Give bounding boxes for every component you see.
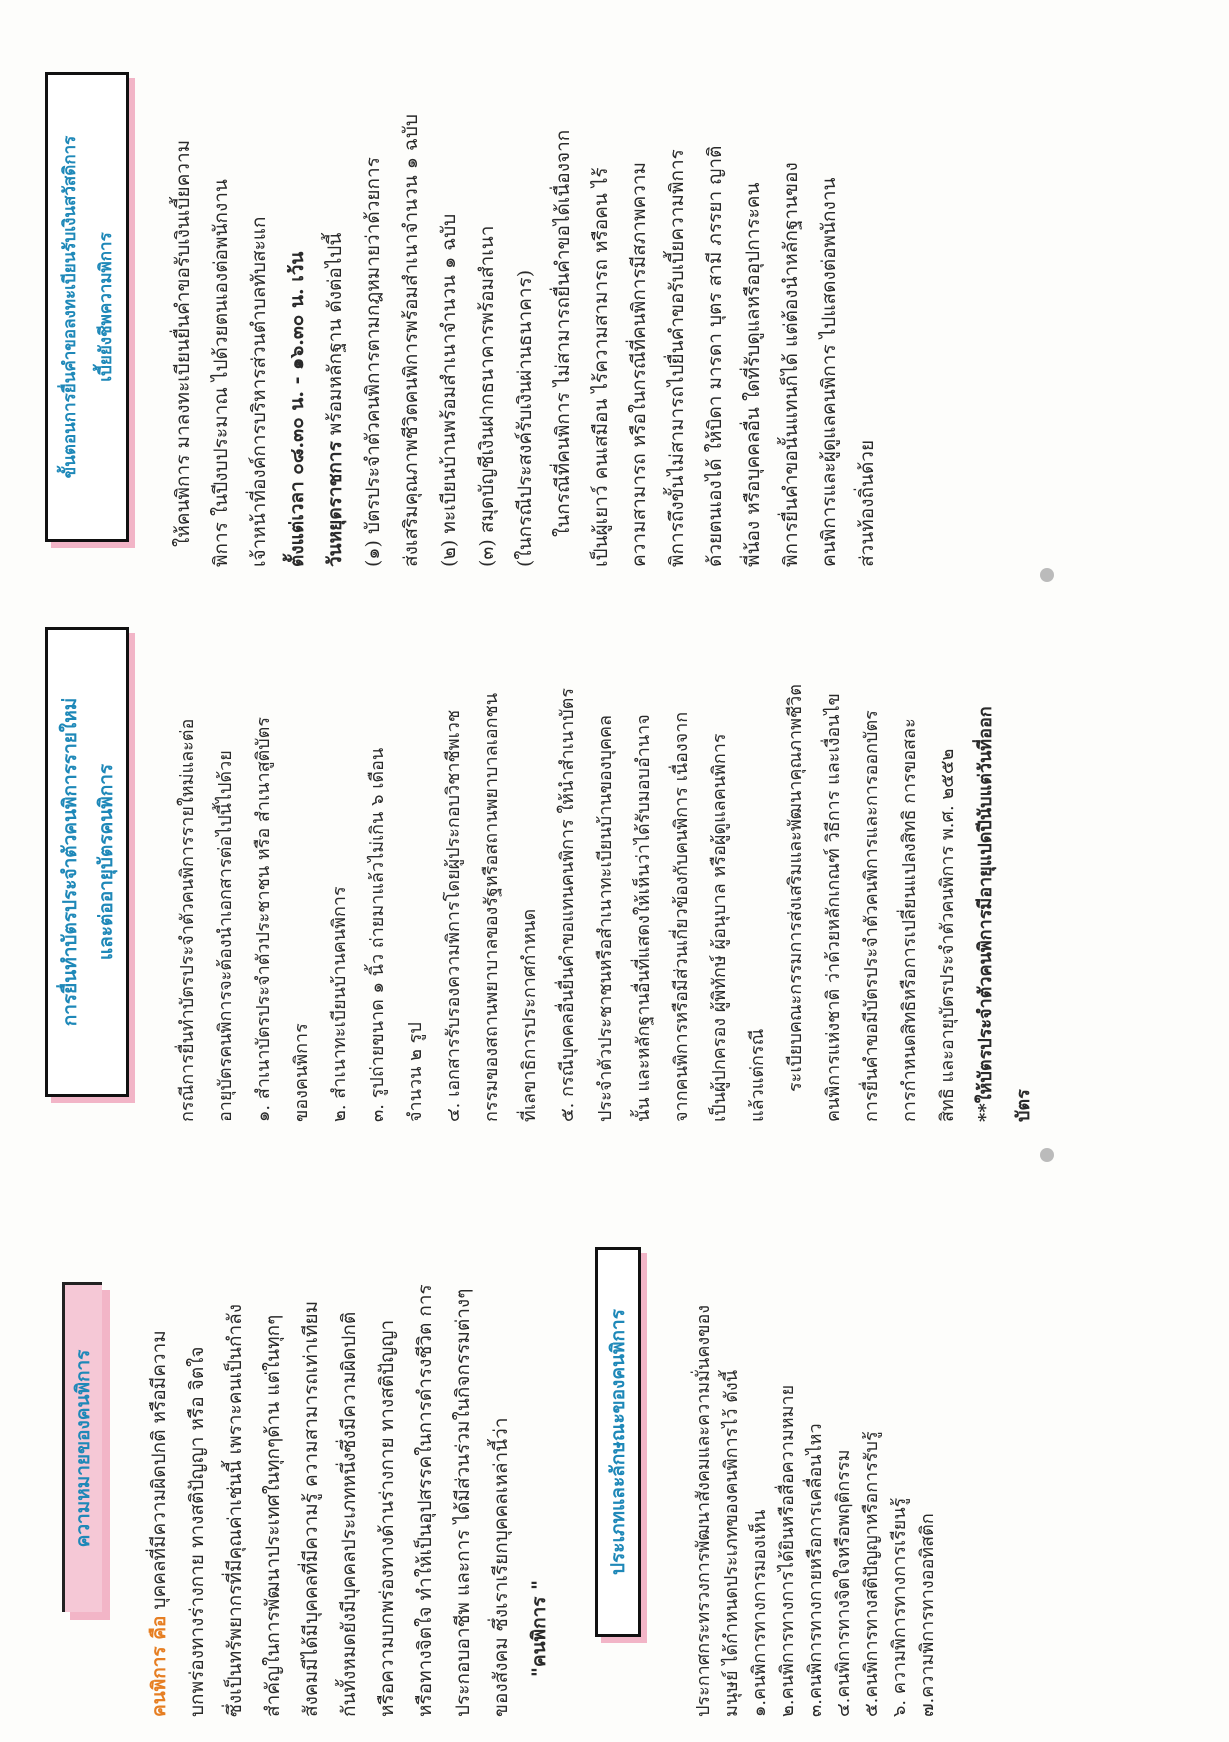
term-label: คนพิการ คือ	[148, 1615, 170, 1717]
panel-card-application	[0, 567, 1229, 1142]
text-line: ด้วยตนเองได้ ให้บิดา มารดา บุตร สามี ภรรยา ญาติ	[704, 145, 726, 567]
text-line: ส่วนท้องถิ่นด้วย	[856, 439, 878, 567]
fold-mark	[1040, 1148, 1054, 1162]
text-line: ให้คนพิการ มาลงทะเบียนยื่นคำขอรับเงินเบี้ยความ	[172, 139, 194, 547]
text-line: กรณีการยื่นทำบัตรประจำตัวคนพิการรายใหม่และต่อ	[177, 718, 198, 1122]
text-line: จากคนพิการหรือมีส่วนเกี่ยวข้องกับคนพิการ เนื่องจาก	[671, 711, 692, 1122]
text-line: ประกาศกระทรวงการพัฒนาสังคมและความมั่นคงของ	[693, 1304, 714, 1717]
definition-text	[140, 1284, 558, 1717]
text-line: สังคมมีได้มีบุคคลที่มีความรู้ ความสามารถเท่าเทียม	[300, 1300, 322, 1717]
definition-intro: คนพิการ คือ บุคคลที่มีความผิดปกติ หรือมีความ	[148, 1330, 170, 1717]
heading-line: เบี้ยยังชีพความพิการ	[96, 232, 116, 382]
text-line: หรือความบกพร่องทางด้านร่างกาย ทางสติปัญญา	[376, 1319, 398, 1717]
heading-types: ประเภทและลักษณะของคนพิการ	[595, 1247, 641, 1637]
text-line: ของสังคม ซึ่งเราเรียกบุคคลเหล่านี้ว่า	[490, 1417, 512, 1717]
fold-mark	[1040, 568, 1054, 582]
list-item: ๗.ความพิการทางออทิสติก	[917, 1513, 938, 1717]
heading-allowance-steps	[45, 72, 129, 542]
text-line: ๒. สำเนาทะเบียนบ้านคนพิการ	[329, 886, 350, 1122]
text-line: ประกอบอาชีพ และการ ได้มีส่วนร่วมในกิจกรรมต่างๆ	[452, 1288, 474, 1717]
holiday-line: วันหยุดราชการ พร้อมหลักฐาน ดังต่อไปนี้	[324, 232, 346, 567]
text-line: เป็นผู้ปกครอง ผู้พิทักษ์ ผู้อนุบาล หรือผู้ดูแลคนพิการ	[709, 733, 730, 1122]
heading-line: และต่ออายุบัตรคนพิการ	[95, 763, 117, 961]
panel-definition	[0, 1147, 1229, 1722]
text-line: ๔. เอกสารรับรองความพิการโดยผู้ประกอบวิชาชีพเวช	[443, 709, 464, 1122]
text-line: การยื่นคำขอมีบัตรประจำตัวคนพิการและการออกบัตร	[861, 710, 882, 1122]
text-line: สำคัญในการพัฒนาประเทศในทุกๆด้าน แต่ในทุกๆ	[262, 1314, 284, 1717]
validity-note: **ให้บัตรประจำตัวคนพิการมีอายุแปดปีนับแต่วันที่ออก	[975, 706, 996, 1122]
heading-line: ขั้นตอนการยื่นคำขอลงทะเบียนรับเงินสวัสดิการ	[60, 135, 80, 479]
list-item: ๖. ความพิการทางการเรียนรู้	[889, 1497, 910, 1717]
text-line: สิทธิ และอายุบัตรประจำตัวคนพิการ พ.ศ. ๒๕๕๒	[937, 748, 958, 1122]
text-line: นั้น และหลักฐานอื่นที่แสดงให้เห็นว่าได้รับมอบอำนาจ	[633, 714, 654, 1122]
quote-term: "คนพิการ "	[528, 1579, 550, 1677]
text-line: หรือทางจิตใจ ทำให้เป็นอุปสรรคในการดำรงชีวิต การ	[414, 1284, 436, 1717]
validity-note: บัตร	[1013, 1089, 1034, 1122]
text-line: เป็นผู้เยาว์ คนเสมือน ไร้ความสามารถ หรือคน ไร้	[590, 167, 612, 567]
text-line: พิการ ในปีงบประมาณ ไปด้วยตนเองต่อพนักงาน	[210, 179, 232, 567]
list-item: (๑) บัตรประจำตัวคนพิการตามกฎหมายว่าด้วยการ	[362, 157, 384, 567]
text-line: กรรมของสถานพยาบาลของรัฐหรือสถานพยาบาลเอกชน	[481, 693, 502, 1122]
panel-allowance-steps	[0, 12, 1229, 567]
list-item: ๓.คนพิการทางกายหรือการเคลื่อนไหว	[805, 1423, 826, 1717]
list-item: ๑.คนพิการทางการมองเห็น	[749, 1509, 770, 1717]
text-line: พิการถึงขั้นไม่สามารถไปยื่นคำขอรับเบี้ยความพิการ	[666, 149, 688, 567]
heading-definition: ความหมายของคนพิการ	[62, 1282, 102, 1612]
text-line: ซึ่งเป็นทรัพยากรที่มีคุณค่าเช่นนี้ เพราะคนเป็นกำลัง	[224, 1303, 246, 1717]
list-item: ๕.คนพิการทางสติปัญญาหรือการรับรู้	[861, 1431, 882, 1717]
text-line: แล้วแต่กรณี	[747, 1028, 768, 1122]
types-list	[690, 1305, 942, 1717]
text-line: กันทั้งหมดยังมีบุคคลประเภทหนึ่งซึ่งมีความผิดปกติ	[338, 1311, 360, 1717]
text-line: เจ้าหน้าที่องค์การบริหารส่วนตำบลทับสะแก	[248, 216, 270, 567]
text-line: ความสามารถ หรือในกรณีที่คนพิการมีสภาพความ	[628, 161, 650, 567]
text-line: ๑. สำเนาบัตรประจำตัวประชาชน หรือ สำเนาสูติบัตร	[253, 716, 274, 1122]
text-line: (ในกรณีประสงค์รับเงินผ่านธนาคาร)	[514, 269, 536, 567]
text-line: อายุบัตรคนพิการจะต้องนำเอกสารต่อไปนี้ไปด้วย	[215, 750, 236, 1122]
text-line: มนุษย์ ได้กำหนดประเภทของคนพิการไว้ ดังนี้	[721, 1369, 742, 1717]
heading-line: การยื่นทำบัตรประจำตัวคนพิการรายใหม่	[59, 697, 81, 1027]
text-line: คนพิการและผู้ดูแลคนพิการ ไปแสดงต่อพนักงาน	[818, 177, 840, 567]
list-item: ๔.คนพิการทางจิตใจหรือพฤติกรรม	[833, 1449, 854, 1717]
text-line: คนพิการแห่งชาติ ว่าด้วยหลักเกณฑ์ วิธีการ และเงื่อนไข	[823, 693, 844, 1122]
card-application-text	[170, 684, 1044, 1122]
text-line: ๕. กรณีบุคคลอื่นยื่นคำขอแทนคนพิการ ให้นำสำเนาบัตร	[557, 688, 578, 1122]
text-line: ในกรณีที่คนพิการ ไม่สามารถยื่นคำขอได้เนื่องจาก	[552, 129, 574, 537]
text-line: บกพร่องทางร่างกาย ทางสติปัญญา หรือ จิตใจ	[186, 1346, 208, 1717]
text-line: ของคนพิการ	[291, 1023, 312, 1122]
office-hours: ตั้งแต่เวลา ๐๘.๓๐ น. - ๑๖.๓๐ น. เว้น	[286, 251, 308, 567]
text-line: ระเบียบคณะกรรมการส่งเสริมและพัฒนาคุณภาพชีวิต	[785, 684, 806, 1092]
list-item: (๒) ทะเบียนบ้านพร้อมสำเนาจำนวน ๑ ฉบับ	[438, 213, 460, 567]
text-line: ที่เลขาธิการประกาศกำหนด	[519, 908, 540, 1122]
list-item: (๓) สมุดบัญชีเงินฝากธนาคารพร้อมสำเนา	[476, 225, 498, 567]
allowance-text	[165, 114, 887, 567]
list-item: ๒.คนพิการทางการได้ยินหรือสื่อความหมาย	[777, 1384, 798, 1717]
text-line: ประจำตัวประชาชนหรือสำเนาทะเบียนบ้านของบุคคล	[595, 714, 616, 1122]
text-line: จำนวน ๒ รูป	[405, 1022, 426, 1122]
text-line: ส่งเสริมคุณภาพชีวิตคนพิการพร้อมสำเนาจำนวน ๑ ฉบับ	[400, 114, 422, 567]
text-line: ๓. รูปถ่ายขนาด ๑ นิ้ว ถ่ายมาแล้วไม่เกิน ๖ เดือน	[367, 747, 388, 1122]
text-line: พิการยื่นคำขอนั้นแทนก็ได้ แต่ต้องนำหลักฐานของ	[780, 162, 802, 567]
text-line: พี่น้อง หรือบุคคลอื่น ใดที่รับดูแลหรืออุปการะคน	[742, 182, 764, 567]
text-line: การกำหนดสิทธิหรือการเปลี่ยนแปลงสิทธิ การขอสละ	[899, 718, 920, 1122]
heading-card-application	[45, 627, 129, 1097]
